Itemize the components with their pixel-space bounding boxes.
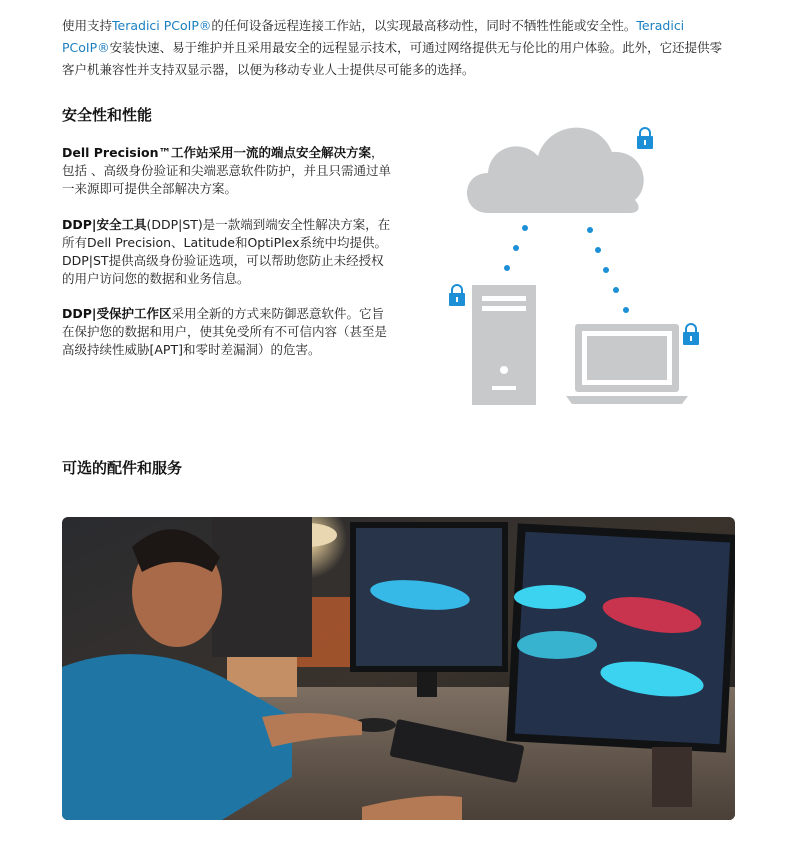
desktop-tower-icon <box>472 285 536 405</box>
security-p3-bold: DDP|受保护工作区 <box>62 306 172 321</box>
security-illustration <box>430 108 730 418</box>
security-p1-bold: Dell Precision™工作站采用一流的端点安全解决方案 <box>62 145 371 160</box>
pen-cup <box>652 747 692 807</box>
intro-teradici-1: Teradici PCoIP® <box>112 18 212 33</box>
options-heading: 可选的配件和服务 <box>62 459 183 477</box>
workstation-photo <box>62 517 735 820</box>
security-p1-text: ，包括 、高级身份验证和尖端恶意软件防护，并且只需通过单一来源即可提供全部解决方案。 <box>62 145 391 196</box>
security-paragraph-3 <box>62 305 392 359</box>
padlock-icon <box>637 128 653 149</box>
security-p2-bold: DDP|安全工具 <box>62 217 147 232</box>
intro-teradici-2: Teradici PCoIP® <box>62 18 685 55</box>
security-paragraph-1 <box>62 144 392 198</box>
connection-dots-right <box>587 227 629 313</box>
intro-part5: 安装快速、易于维护并且采用最安全的远程显示技术，可通过网络提供无与伦比的用户体验。此外，它还提供零客户机兼容性并支持双显示器，以便为移动专业人士提供尽可能多的选择。 <box>62 40 723 77</box>
padlock-icon <box>449 285 465 306</box>
padlock-icon <box>683 324 699 345</box>
intro-paragraph <box>62 15 724 81</box>
person-standing <box>212 517 312 697</box>
intro-part1: 使用支持 <box>62 18 113 33</box>
laptop-icon <box>566 324 688 404</box>
security-p2-text: (DDP|ST)是一款端到端安全性解决方案，在所有Dell Precision、Latitude和OptiPlex系统中均提供。DDP|ST提供高级身份验证选项，可以帮助您防止未经授权的用户访问您的数据和业务信息。 <box>62 217 391 286</box>
intro-part3: 的任何设备远程连接工作站，以实现最高移动性，同时不牺牲性能或安全性。 <box>211 18 637 33</box>
security-p3-text: 采用全新的方式来防御恶意软件。它旨在保护您的数据和用户，使其免受所有不可信内容（甚至是高级持续性威胁[APT]和零时差漏洞）的危害。 <box>62 306 388 357</box>
right-monitor <box>506 523 735 752</box>
left-monitor <box>350 522 508 697</box>
connection-dots-left <box>504 225 528 271</box>
security-heading: 安全性和性能 <box>62 106 153 124</box>
cloud-icon <box>467 128 644 213</box>
security-paragraph-2 <box>62 216 392 288</box>
